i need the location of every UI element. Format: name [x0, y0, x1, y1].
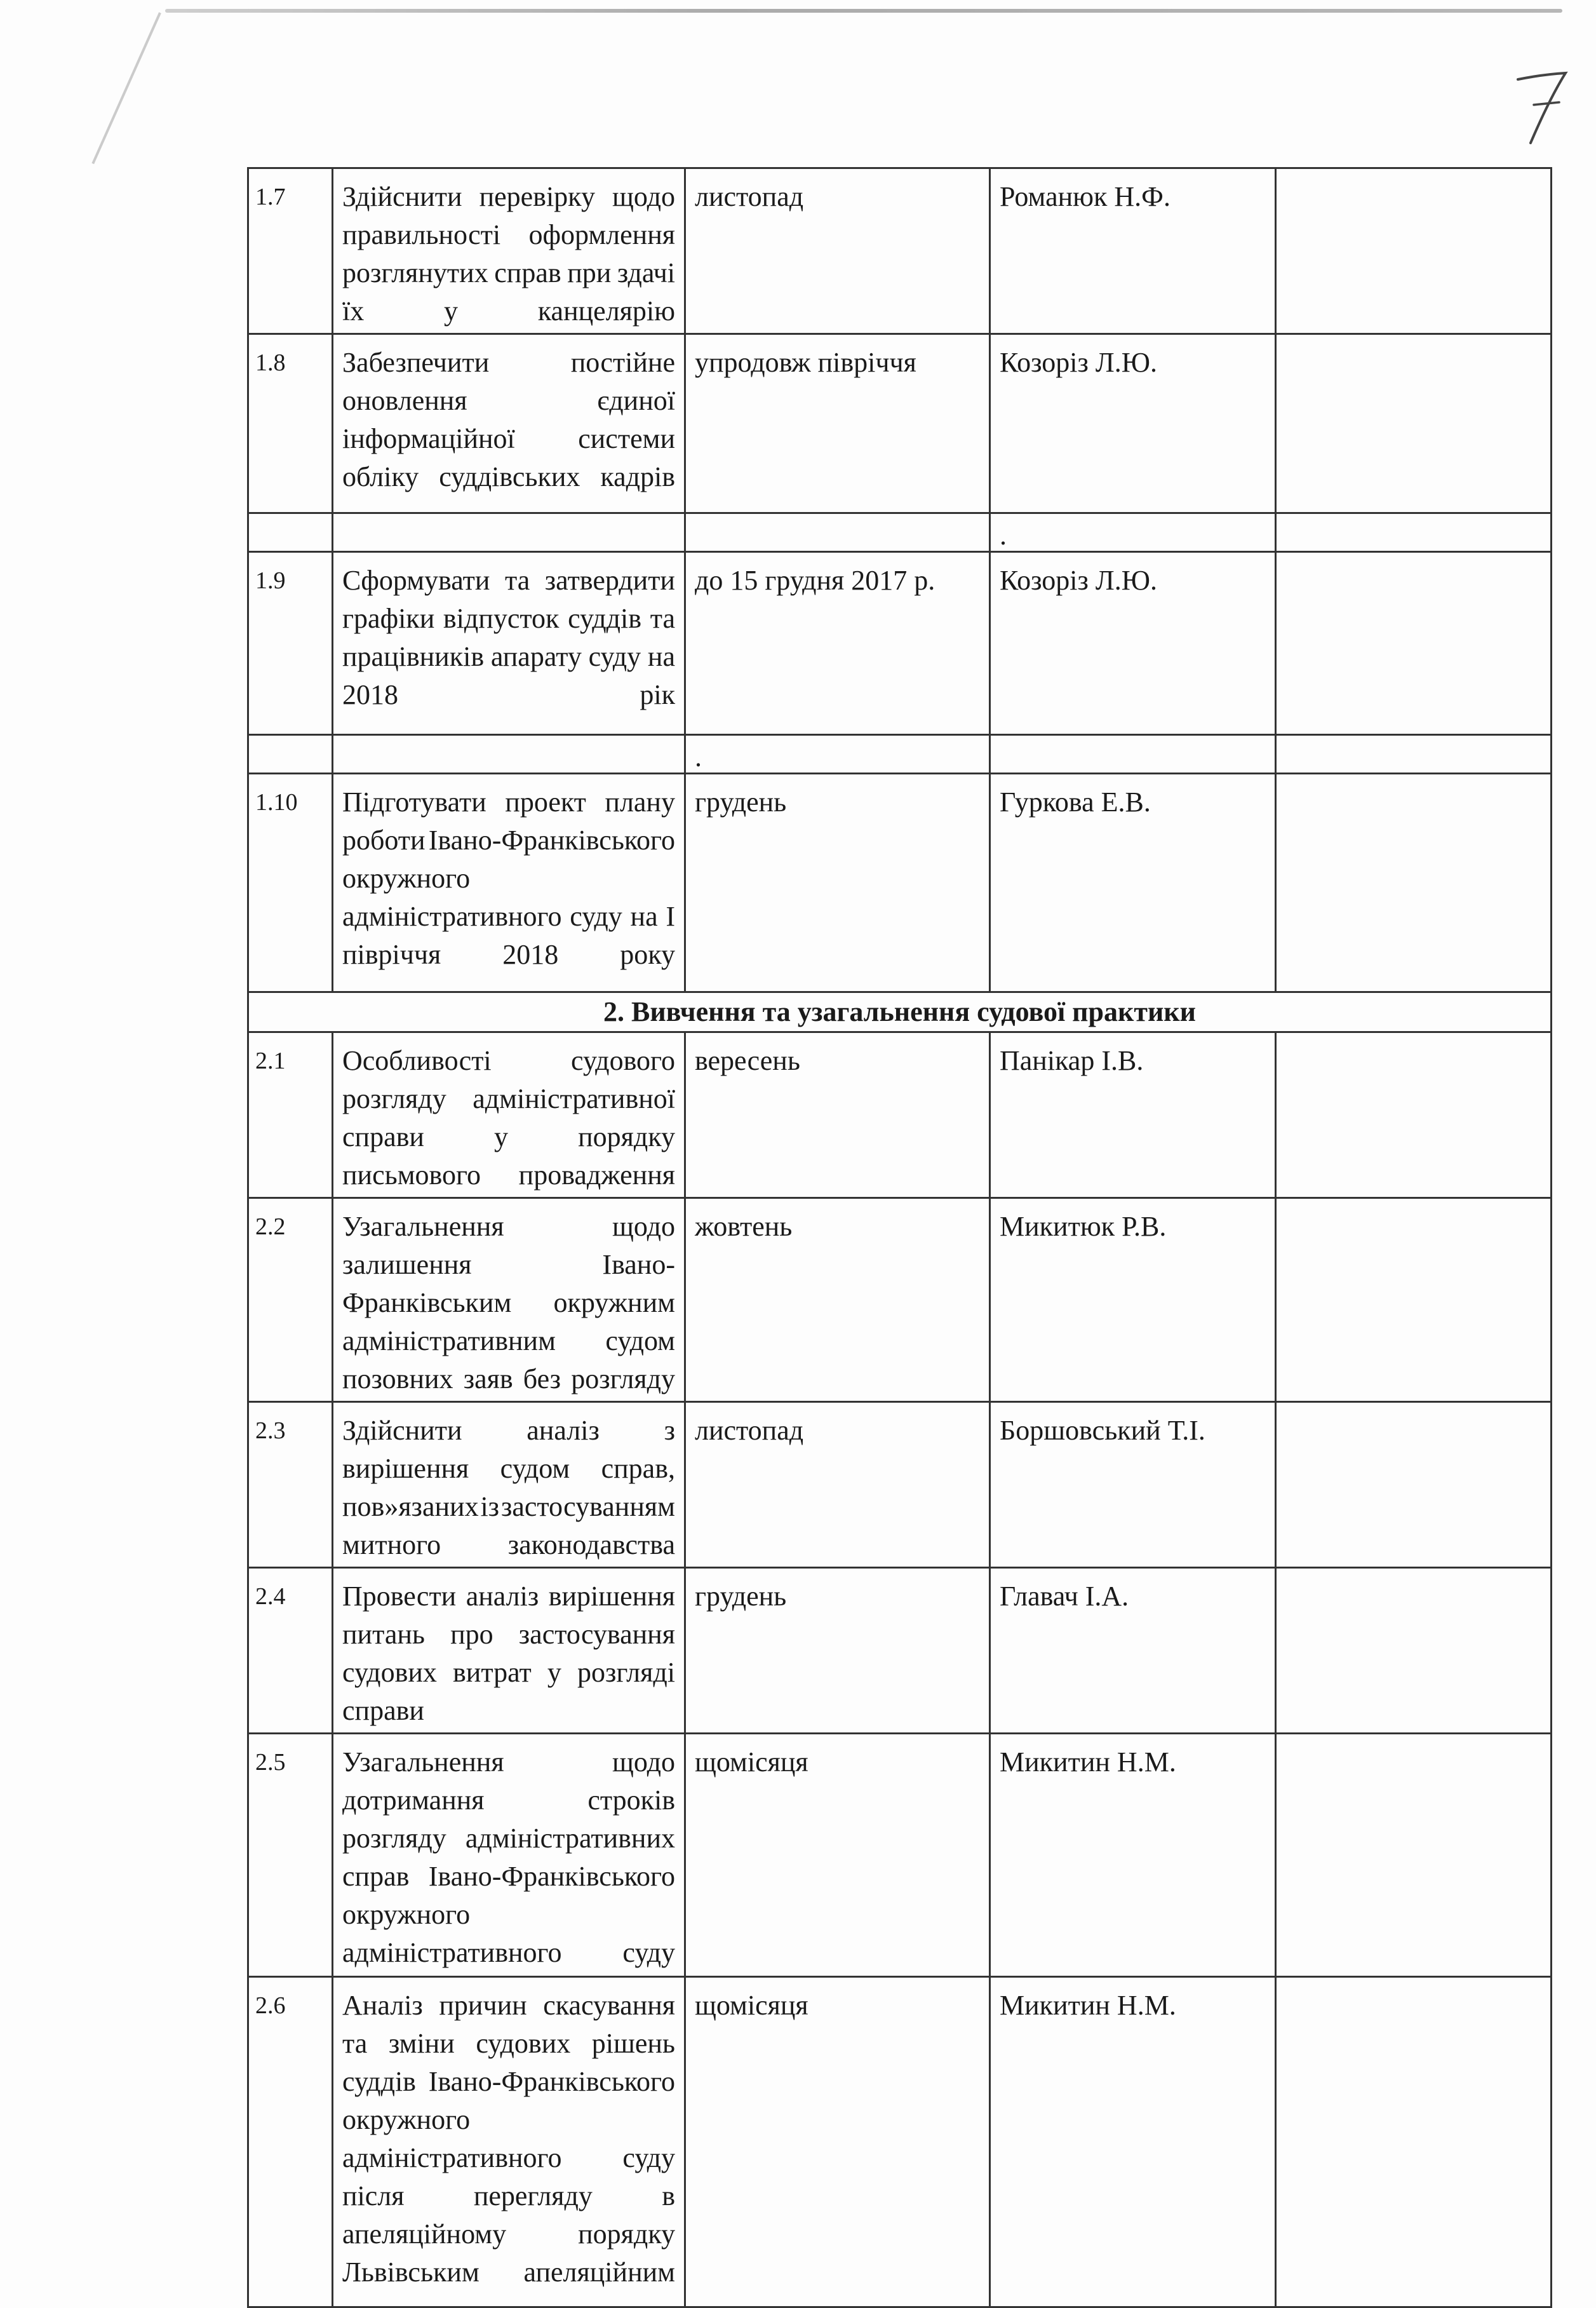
word: застосування: [518, 1619, 675, 1650]
task-line: справи: [342, 1695, 424, 1726]
task-line: [342, 1080, 675, 1118]
word: у: [547, 1657, 561, 1688]
responsible-person: Панікар І.В.: [990, 1032, 1276, 1198]
note: [1276, 168, 1552, 334]
section-title: 2. Вивчення та узагальнення судової практики: [248, 992, 1552, 1032]
blank-cell: [685, 513, 990, 552]
section-header-row: [248, 992, 1552, 1032]
task-line: півріччя 2018 року: [342, 939, 675, 970]
word: та: [504, 565, 530, 596]
word: апеляційному: [342, 2218, 507, 2250]
table-row: [248, 774, 1552, 992]
task-line: [342, 1118, 675, 1156]
note: [1276, 774, 1552, 992]
word: Здійснити: [342, 181, 462, 212]
task-line: [342, 178, 675, 216]
task-line: [342, 821, 675, 860]
task-line: [342, 1208, 675, 1246]
item-number: 2.5: [248, 1734, 333, 1977]
task-description: [333, 1198, 685, 1402]
word: працівників: [342, 641, 485, 672]
blank-cell: [248, 735, 333, 774]
responsible-person: Микитин Н.М.: [990, 1734, 1276, 1977]
task-line: [342, 2063, 675, 2101]
task-line: [342, 1987, 675, 2025]
blank-row: [248, 735, 1552, 774]
word: та: [342, 2028, 368, 2059]
word: в: [662, 2180, 675, 2211]
task-description: [333, 1032, 685, 1198]
word: суду: [588, 641, 641, 672]
word: із: [480, 1491, 500, 1522]
blank-cell: [990, 513, 1276, 552]
term: до 15 грудня 2017 р.: [685, 552, 990, 735]
word: з: [664, 1415, 675, 1446]
word: Франківським: [342, 1287, 512, 1318]
task-description: [333, 168, 685, 334]
word: Узагальнення: [342, 1211, 504, 1242]
word: Особливості: [342, 1045, 492, 1076]
task-line: [342, 1246, 675, 1284]
blank-cell: [333, 513, 685, 552]
word: плану: [605, 786, 675, 818]
scan-edge-left: [91, 12, 161, 164]
task-line: [342, 1781, 675, 1819]
task-line: 2018 рік: [342, 679, 675, 710]
word: судового: [571, 1045, 675, 1076]
blank-cell: [1276, 513, 1552, 552]
task-line: [342, 783, 675, 821]
responsible-person: Микитин Н.М.: [990, 1977, 1276, 2307]
note: [1276, 1977, 1552, 2307]
task-line: [342, 420, 675, 458]
word: інформаційної: [342, 423, 515, 454]
task-line: [342, 1577, 675, 1616]
word: розгляді: [577, 1657, 675, 1688]
word: роботи: [342, 825, 426, 856]
word: порядку: [578, 2218, 675, 2250]
task-line: [342, 2025, 675, 2063]
task-line: обліку суддівських кадрів: [342, 461, 675, 492]
task-line: [342, 1654, 675, 1692]
task-line: [342, 1450, 675, 1488]
task-line: [342, 638, 675, 676]
task-line: [342, 344, 675, 382]
table-row: [248, 552, 1552, 735]
word: окружним: [553, 1287, 675, 1318]
item-number: 2.1: [248, 1032, 333, 1198]
word: у: [494, 1121, 508, 1152]
word: Івано-: [602, 1249, 675, 1280]
term: грудень: [685, 774, 990, 992]
word: суду: [622, 2142, 675, 2173]
task-description: [333, 1734, 685, 1977]
word: справ: [342, 1861, 410, 1892]
task-line: [342, 2177, 675, 2215]
term: щомісяця: [685, 1734, 990, 1977]
task-line: [342, 2101, 675, 2139]
word: питань: [342, 1619, 426, 1650]
word: вирішення: [342, 1453, 469, 1484]
word: судових: [476, 2028, 571, 2059]
word: Івано-Франківського: [428, 825, 675, 856]
word: судом: [500, 1453, 570, 1484]
term: листопад: [685, 168, 990, 334]
word: розглянутих: [342, 257, 488, 288]
word: судових: [342, 1657, 437, 1688]
task-line: [342, 2215, 675, 2253]
task-line: [342, 1042, 675, 1080]
term: упродовж півріччя: [685, 334, 990, 513]
word: дотримання: [342, 1785, 485, 1816]
responsible-person: Микитюк Р.В.: [990, 1198, 1276, 1402]
task-line: [342, 1412, 675, 1450]
responsible-person: Козоріз Л.Ю.: [990, 552, 1276, 735]
task-line: [342, 1284, 675, 1322]
table-row: [248, 1977, 1552, 2307]
scan-edge-top: [165, 9, 1562, 13]
word: щодо: [612, 1211, 675, 1242]
word: проект: [505, 786, 586, 818]
word: апарату: [490, 641, 582, 672]
word: при: [567, 257, 612, 288]
word: єдиної: [597, 385, 675, 416]
task-line: митного законодавства: [342, 1529, 675, 1560]
task-line: [342, 216, 675, 254]
word: окружного: [342, 1899, 471, 1930]
task-line: адміністративного суду: [342, 1937, 675, 1968]
task-line: [342, 2139, 675, 2177]
task-description: [333, 334, 685, 513]
word: на: [647, 641, 675, 672]
note: [1276, 1032, 1552, 1198]
task-line: [342, 562, 675, 600]
word: суду: [570, 901, 622, 932]
word: суддів: [342, 2066, 416, 2097]
note: [1276, 552, 1552, 735]
note: [1276, 1568, 1552, 1734]
task-description: [333, 1402, 685, 1568]
word: Провести: [342, 1581, 457, 1612]
word: Івано-Франківського: [428, 2066, 675, 2097]
word: вирішення: [548, 1581, 675, 1612]
note: [1276, 1198, 1552, 1402]
word: адміністративного: [342, 901, 562, 932]
word: строків: [587, 1785, 675, 1816]
task-line: [342, 898, 675, 936]
table-row: [248, 168, 1552, 334]
word: адміністративної: [473, 1083, 675, 1114]
table-row: [248, 1032, 1552, 1198]
word: правильності: [342, 219, 501, 250]
word: затвердити: [544, 565, 675, 596]
task-line: [342, 860, 675, 898]
word: здачі: [617, 257, 675, 288]
task-line: [342, 1858, 675, 1896]
item-number: 2.3: [248, 1402, 333, 1568]
word: про: [450, 1619, 493, 1650]
term: листопад: [685, 1402, 990, 1568]
word: порядку: [578, 1121, 675, 1152]
task-line: [342, 600, 675, 638]
word: залишення: [342, 1249, 472, 1280]
note: [1276, 1734, 1552, 1977]
task-line: письмового провадження: [342, 1159, 675, 1191]
term: грудень: [685, 1568, 990, 1734]
word: причин: [439, 1990, 527, 2021]
dot-mark: .: [695, 741, 702, 773]
word: аналіз: [526, 1415, 600, 1446]
word: оновлення: [342, 385, 467, 416]
task-line: [342, 382, 675, 420]
word: окружного: [342, 863, 471, 894]
word: рішень: [591, 2028, 675, 2059]
word: справ: [494, 257, 561, 288]
term: жовтень: [685, 1198, 990, 1402]
term: вересень: [685, 1032, 990, 1198]
table-row: [248, 1734, 1552, 1977]
responsible-person: Романюк Н.Ф.: [990, 168, 1276, 334]
word: на: [630, 901, 658, 932]
word: щодо: [612, 181, 675, 212]
word: скасування: [543, 1990, 675, 2021]
task-line: [342, 1616, 675, 1654]
word: перегляду: [473, 2180, 593, 2211]
word: справ,: [601, 1453, 675, 1484]
word: суддів: [568, 603, 642, 634]
task-line: [342, 1322, 675, 1360]
word: адміністративного: [342, 2142, 562, 2173]
word: адміністративних: [465, 1823, 675, 1854]
item-number: 1.7: [248, 168, 333, 334]
blank-cell: [333, 735, 685, 774]
term: щомісяця: [685, 1977, 990, 2307]
responsible-person: Боршовський Т.І.: [990, 1402, 1276, 1568]
table-row: [248, 1568, 1552, 1734]
task-line: [342, 1488, 675, 1526]
task-description: [333, 552, 685, 735]
item-number: 1.9: [248, 552, 333, 735]
word: окружного: [342, 2104, 471, 2135]
word: Івано-Франківського: [428, 1861, 675, 1892]
word: Підготувати: [342, 786, 486, 818]
word: І: [666, 901, 675, 932]
table-row: [248, 1198, 1552, 1402]
responsible-person: Козоріз Л.Ю.: [990, 334, 1276, 513]
task-line: [342, 1743, 675, 1781]
note: [1276, 1402, 1552, 1568]
word: Забезпечити: [342, 347, 490, 378]
responsible-person: Гуркова Е.В.: [990, 774, 1276, 992]
task-line: позовних заяв без розгляду: [342, 1363, 675, 1394]
task-line: їх у канцелярію: [342, 295, 675, 327]
item-number: 2.2: [248, 1198, 333, 1402]
work-plan-table: [247, 167, 1552, 2308]
task-description: [333, 1568, 685, 1734]
word: Сформувати: [342, 565, 490, 596]
note: [1276, 334, 1552, 513]
word: застосуванням: [500, 1491, 675, 1522]
word: зміни: [388, 2028, 455, 2059]
blank-cell: [990, 735, 1276, 774]
blank-cell: [685, 735, 990, 774]
task-line: [342, 1896, 675, 1934]
table-row: [248, 334, 1552, 513]
word: розгляду: [342, 1823, 446, 1854]
task-line: [342, 1819, 675, 1858]
word: та: [650, 603, 675, 634]
item-number: 2.4: [248, 1568, 333, 1734]
word: перевірку: [479, 181, 595, 212]
blank-cell: [1276, 735, 1552, 774]
word: постійне: [570, 347, 675, 378]
word: відпусток: [443, 603, 560, 634]
word: Узагальнення: [342, 1746, 504, 1778]
word: після: [342, 2180, 405, 2211]
blank-cell: [248, 513, 333, 552]
blank-row: [248, 513, 1552, 552]
word: розгляду: [342, 1083, 446, 1114]
task-description: [333, 774, 685, 992]
word: пов»язаних: [342, 1491, 479, 1522]
word: адміністративним: [342, 1325, 556, 1356]
task-line: Львівським апеляційним: [342, 2257, 675, 2288]
task-line: [342, 254, 675, 292]
handwritten-page-number: [1505, 60, 1575, 149]
word: витрат: [453, 1657, 532, 1688]
item-number: 2.6: [248, 1977, 333, 2307]
word: аналіз: [466, 1581, 539, 1612]
responsible-person: Главач І.А.: [990, 1568, 1276, 1734]
item-number: 1.8: [248, 334, 333, 513]
dot-mark: .: [1000, 520, 1007, 551]
word: щодо: [612, 1746, 675, 1778]
task-description: [333, 1977, 685, 2307]
word: графіки: [342, 603, 435, 634]
word: Здійснити: [342, 1415, 462, 1446]
word: оформлення: [528, 219, 675, 250]
word: системи: [578, 423, 675, 454]
table-row: [248, 1402, 1552, 1568]
word: справи: [342, 1121, 424, 1152]
word: Аналіз: [342, 1990, 423, 2021]
word: судом: [605, 1325, 675, 1356]
item-number: 1.10: [248, 774, 333, 992]
